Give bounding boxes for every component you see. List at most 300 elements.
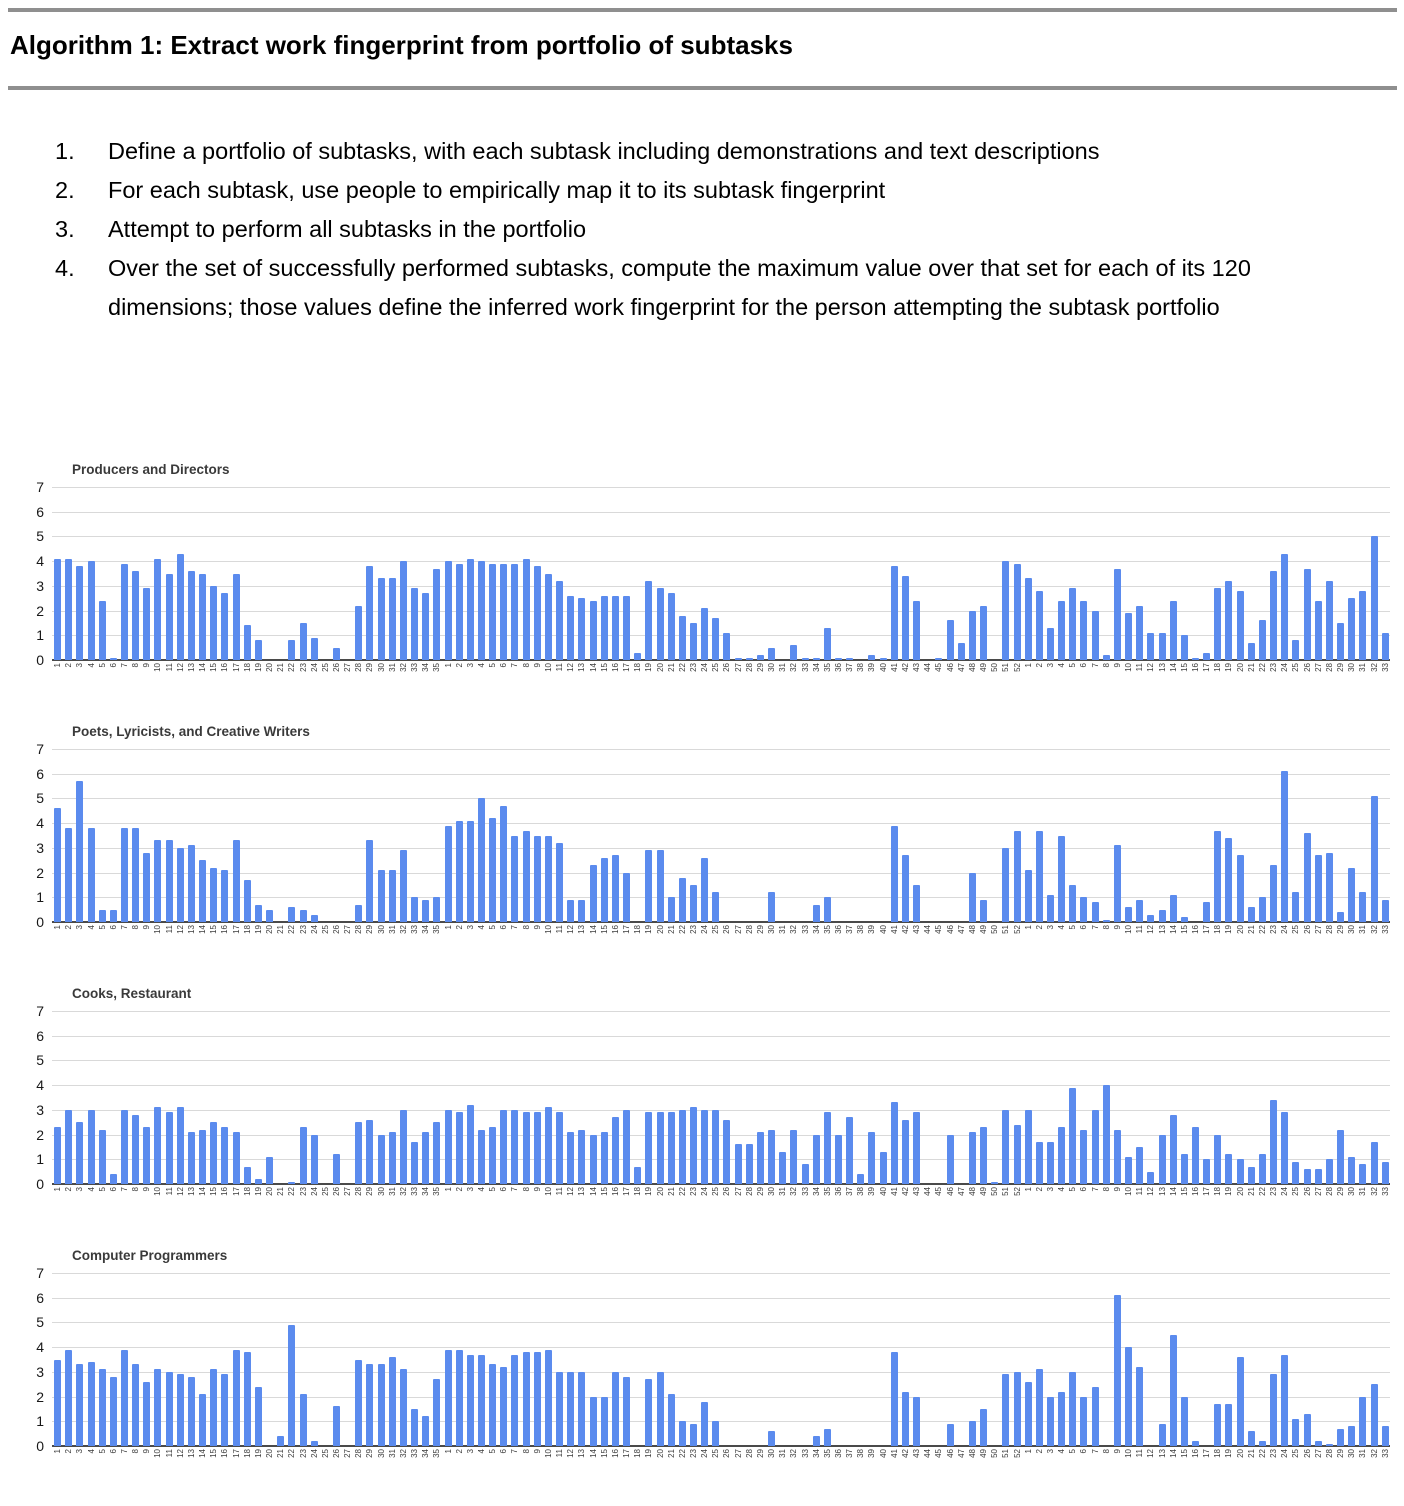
bar-slot (833, 487, 844, 660)
x-axis-label-slot (621, 1187, 632, 1223)
bar-slot (1134, 1273, 1145, 1446)
x-axis-label-slot (1045, 925, 1056, 961)
y-axis-tick-label: 3 (36, 839, 44, 856)
x-axis-tick-label: 29 (365, 1449, 375, 1458)
bar (511, 1355, 518, 1446)
bar-slot (710, 487, 721, 660)
x-axis-label-slot (1324, 925, 1335, 961)
x-axis-label-slot (799, 1187, 810, 1223)
x-axis-label-slot (1168, 663, 1179, 699)
bar-slot (699, 1273, 710, 1446)
x-axis-tick-label: 4 (86, 1449, 96, 1454)
bar (1136, 1367, 1143, 1446)
bar (288, 640, 295, 660)
bar (288, 907, 295, 922)
bar-slot (688, 487, 699, 660)
bar (177, 554, 184, 660)
bar-slot (208, 487, 219, 660)
bar (1036, 1369, 1043, 1446)
bar-slot (1357, 487, 1368, 660)
x-axis-label-slot (945, 663, 956, 699)
x-axis-tick-label: 11 (1135, 1449, 1145, 1458)
x-axis-label-slot (1056, 663, 1067, 699)
bar-slot (1324, 1011, 1335, 1184)
x-axis-tick-label: 2 (1034, 663, 1044, 668)
bar (478, 1355, 485, 1446)
bar (712, 892, 719, 922)
bar (456, 1112, 463, 1184)
bar (456, 1350, 463, 1446)
bar (969, 1421, 976, 1446)
x-axis-label-slot (130, 925, 141, 961)
bar-slot (1290, 749, 1301, 922)
x-axis-tick-label: 30 (376, 925, 386, 934)
bar-slot (1179, 487, 1190, 660)
x-axis-tick-label: 16 (1191, 1449, 1201, 1458)
x-axis-label-slot (1023, 663, 1034, 699)
x-axis-tick-label: 35 (822, 1187, 832, 1196)
x-axis-tick-label: 4 (86, 1187, 96, 1192)
bar-slot (1201, 1011, 1212, 1184)
bar (1103, 1085, 1110, 1184)
bar-slot (866, 749, 877, 922)
x-axis-tick-label: 24 (309, 1187, 319, 1196)
bar (824, 1429, 831, 1446)
bar-slot (353, 1011, 364, 1184)
y-axis-tick-label: 1 (36, 889, 44, 906)
bar (1382, 1162, 1389, 1184)
bar (824, 1112, 831, 1184)
x-axis-label-slot (1212, 1187, 1223, 1223)
x-axis-label-slot (431, 663, 442, 699)
x-axis-tick-label: 22 (1257, 1449, 1267, 1458)
bar-slot (688, 1011, 699, 1184)
chart-title: Producers and Directors (72, 462, 230, 477)
x-axis-label-slot (85, 925, 96, 961)
bar-slot (398, 749, 409, 922)
bar (1304, 833, 1311, 922)
bar-slot (777, 749, 788, 922)
x-axis-tick-label: 6 (108, 663, 118, 668)
bar (1315, 855, 1322, 922)
x-axis-label-slot (1346, 925, 1357, 961)
x-axis-tick-label: 28 (1324, 663, 1334, 672)
x-axis-tick-label: 13 (186, 1187, 196, 1196)
x-axis-tick-label: 40 (878, 1187, 888, 1196)
x-axis-label-slot (1134, 1187, 1145, 1223)
x-axis-tick-label: 33 (410, 1187, 420, 1196)
bar-slot (1279, 749, 1290, 922)
bar (233, 840, 240, 922)
x-axis-tick-label: 21 (276, 663, 286, 672)
bar (389, 1132, 396, 1184)
bar (735, 658, 742, 660)
x-axis-tick-label: 11 (1135, 1187, 1145, 1196)
x-axis-tick-label: 25 (1291, 1187, 1301, 1196)
x-axis-label-slot (878, 1187, 889, 1223)
x-axis-tick-label: 29 (365, 925, 375, 934)
bar (1092, 611, 1099, 660)
bar-slot (1190, 1011, 1201, 1184)
x-axis-tick-label: 16 (1191, 925, 1201, 934)
x-axis-label-slot (442, 663, 453, 699)
bar-slot (1000, 749, 1011, 922)
bar-slot (721, 1011, 732, 1184)
x-axis-tick-label: 4 (86, 925, 96, 930)
x-axis-label-slot (945, 925, 956, 961)
bar-slot (119, 1273, 130, 1446)
bar-slot (1056, 1011, 1067, 1184)
bar-slot (1123, 1273, 1134, 1446)
x-axis-tick-label: 3 (75, 1187, 85, 1192)
bar (980, 606, 987, 660)
bar (1092, 902, 1099, 922)
bar-slot (242, 487, 253, 660)
x-axis-tick-label: 20 (1235, 1449, 1245, 1458)
bar (1225, 581, 1232, 660)
x-axis-tick-label: 9 (142, 925, 152, 930)
bar (233, 574, 240, 661)
bar-slot (108, 487, 119, 660)
x-axis-tick-label: 15 (209, 1449, 219, 1458)
x-axis-label-slot (1246, 1187, 1257, 1223)
bar-slot (476, 1273, 487, 1446)
bar (166, 1372, 173, 1446)
x-axis-tick-label: 27 (1313, 663, 1323, 672)
x-axis-label-slot (320, 663, 331, 699)
x-axis-tick-label: 33 (800, 1187, 810, 1196)
x-axis-label-slot (733, 925, 744, 961)
x-axis-label-slot (286, 1187, 297, 1223)
x-axis-label-slot (833, 1187, 844, 1223)
bar-slot (74, 1011, 85, 1184)
bar-slot (543, 749, 554, 922)
x-axis-label-slot (1212, 925, 1223, 961)
x-axis-label-slot (755, 925, 766, 961)
bar (1203, 902, 1210, 922)
bar-slot (275, 1273, 286, 1446)
x-axis-label-slot (186, 663, 197, 699)
x-axis-tick-label: 43 (912, 925, 922, 934)
bar (612, 596, 619, 660)
bar-slot (1023, 749, 1034, 922)
x-axis-label-slot (521, 663, 532, 699)
bar (1371, 536, 1378, 660)
x-axis-tick-label: 33 (410, 925, 420, 934)
x-axis-tick-label: 3 (1045, 925, 1055, 930)
x-axis-tick-label: 3 (465, 925, 475, 930)
bar-slot (1101, 1011, 1112, 1184)
x-axis-tick-label: 27 (343, 663, 353, 672)
x-axis-tick-label: 18 (242, 1187, 252, 1196)
x-axis-label-slot (376, 925, 387, 961)
x-axis-label-slot (242, 663, 253, 699)
x-axis-label-slot (844, 1187, 855, 1223)
x-axis-label-slot (487, 1187, 498, 1223)
x-axis-tick-label: 9 (532, 663, 542, 668)
bar-slot (1056, 1273, 1067, 1446)
bar-slot (1201, 487, 1212, 660)
x-axis-tick-label: 29 (365, 1187, 375, 1196)
x-axis-tick-label: 9 (532, 1187, 542, 1192)
bar (813, 905, 820, 922)
bar-slot (1000, 1273, 1011, 1446)
bar (1337, 912, 1344, 922)
bar-slot (1290, 487, 1301, 660)
bar-slot (420, 487, 431, 660)
bar-slot (1212, 1011, 1223, 1184)
x-axis-label-slot (63, 925, 74, 961)
bar (400, 1110, 407, 1184)
bar-slot (1056, 487, 1067, 660)
bar-slot (1067, 1011, 1078, 1184)
bar (1259, 1441, 1266, 1446)
step-text: For each subtask, use people to empirically map it to its subtask fingerprint (108, 177, 886, 203)
bar (1025, 1110, 1032, 1184)
x-axis-label-slot (420, 1187, 431, 1223)
x-axis-tick-label: 13 (577, 925, 587, 934)
bar-slot (543, 1011, 554, 1184)
x-axis-tick-label: 6 (499, 925, 509, 930)
x-axis-tick-label: 28 (354, 1187, 364, 1196)
x-axis-label-slot (398, 925, 409, 961)
step-number: 1. (55, 138, 75, 164)
x-axis-tick-label: 16 (1191, 663, 1201, 672)
bar-slot (342, 1011, 353, 1184)
bar (456, 821, 463, 922)
x-axis-tick-label: 45 (934, 925, 944, 934)
x-axis-tick-label: 47 (956, 663, 966, 672)
x-axis-tick-label: 51 (1001, 925, 1011, 934)
x-axis-label-slot (565, 925, 576, 961)
x-axis-label-slot (130, 663, 141, 699)
x-axis-label-slot (1313, 925, 1324, 961)
x-axis-tick-label: 25 (320, 663, 330, 672)
x-axis-tick-label: 10 (153, 1449, 163, 1458)
x-axis-tick-label: 28 (1324, 1187, 1334, 1196)
bar-slot (1168, 1273, 1179, 1446)
bar (166, 840, 173, 922)
x-axis-tick-label: 6 (108, 925, 118, 930)
bar (545, 1350, 552, 1446)
x-axis-tick-label: 44 (923, 1449, 933, 1458)
x-axis-tick-label: 14 (1168, 663, 1178, 672)
bar-slot (264, 749, 275, 922)
bar-slot (576, 487, 587, 660)
chart-2 (0, 720, 1404, 982)
x-axis-labels (52, 1187, 1390, 1223)
x-axis-label-slot (1268, 925, 1279, 961)
bar (1080, 1130, 1087, 1184)
x-axis-tick-label: 30 (1347, 925, 1357, 934)
bar (1047, 1142, 1054, 1184)
bar-slot (1279, 1011, 1290, 1184)
x-axis-label-slot (1235, 1187, 1246, 1223)
bar (1348, 1426, 1355, 1446)
x-axis-tick-label: 40 (878, 925, 888, 934)
x-axis-label-slot (521, 1187, 532, 1223)
x-axis-label-slot (822, 925, 833, 961)
bar (757, 655, 764, 660)
bar-slot (164, 1011, 175, 1184)
bar-series (52, 749, 1390, 922)
bar-slot (1368, 1273, 1379, 1446)
bar (378, 1364, 385, 1446)
x-axis-label-slot (219, 925, 230, 961)
x-axis-label-slot (554, 1187, 565, 1223)
bar (1014, 564, 1021, 660)
bar (99, 1130, 106, 1184)
bar-slot (621, 1011, 632, 1184)
bar-slot (710, 1273, 721, 1446)
x-axis-tick-label: 3 (1045, 663, 1055, 668)
bar-slot (398, 1011, 409, 1184)
x-axis-tick-label: 6 (499, 663, 509, 668)
y-axis-tick-label: 2 (36, 602, 44, 619)
x-axis-label-slot (1246, 663, 1257, 699)
bar-slot (465, 749, 476, 922)
bar (1047, 1397, 1054, 1446)
x-axis-label-slot (632, 925, 643, 961)
bar (1214, 1135, 1221, 1184)
x-axis-tick-label: 2 (64, 663, 74, 668)
x-axis-label-slot (1235, 925, 1246, 961)
x-axis-label-slot (989, 925, 1000, 961)
bar-slot (1134, 487, 1145, 660)
x-axis-tick-label: 1 (443, 1187, 453, 1192)
bar (411, 588, 418, 660)
x-axis-label-slot (721, 663, 732, 699)
bar (567, 1132, 574, 1184)
x-axis-tick-label: 23 (298, 925, 308, 934)
x-axis-label-slot (989, 1187, 1000, 1223)
y-axis-tick-label: 6 (36, 1027, 44, 1044)
x-axis-tick-label: 5 (488, 663, 498, 668)
bar-slot (1235, 1273, 1246, 1446)
x-axis-tick-label: 52 (1012, 1187, 1022, 1196)
bar-slot (1380, 1011, 1391, 1184)
bar (735, 1144, 742, 1184)
x-axis-tick-label: 4 (1057, 1187, 1067, 1192)
x-axis-tick-label: 52 (1012, 663, 1022, 672)
bar-slot (264, 1011, 275, 1184)
bar-slot (52, 1273, 63, 1446)
x-axis-label-slot (1067, 663, 1078, 699)
x-axis-tick-label: 21 (1246, 1449, 1256, 1458)
x-axis-tick-label: 12 (566, 925, 576, 934)
bar-slot (1168, 1011, 1179, 1184)
x-axis-tick-label: 37 (845, 663, 855, 672)
x-axis-label-slot (654, 663, 665, 699)
x-axis-label-slot (1223, 663, 1234, 699)
x-axis-label-slot (476, 663, 487, 699)
x-axis-label-slot (398, 1187, 409, 1223)
x-axis-label-slot (376, 663, 387, 699)
bar-slot (275, 1011, 286, 1184)
x-axis-tick-label: 20 (655, 663, 665, 672)
bar (177, 1107, 184, 1184)
bar-slot (978, 749, 989, 922)
x-axis-tick-label: 25 (711, 663, 721, 672)
x-axis-tick-label: 36 (834, 1449, 844, 1458)
bar-slot (1090, 749, 1101, 922)
bar (868, 655, 875, 660)
x-axis-label-slot (1235, 663, 1246, 699)
x-axis-tick-label: 1 (443, 663, 453, 668)
bar-slot (97, 1273, 108, 1446)
x-axis-label-slot (1011, 663, 1022, 699)
bar-slot (465, 1011, 476, 1184)
x-axis-tick-label: 17 (1202, 925, 1212, 934)
bar-slot (97, 749, 108, 922)
bar-slot (866, 1011, 877, 1184)
y-axis-tick-label: 4 (36, 1339, 44, 1356)
bar-slot (420, 749, 431, 922)
bar-slot (1302, 749, 1313, 922)
bar (1036, 831, 1043, 922)
algorithm-steps (55, 132, 1347, 327)
x-axis-tick-label: 14 (198, 663, 208, 672)
bar (366, 1120, 373, 1184)
x-axis-tick-label: 13 (186, 925, 196, 934)
x-axis-label-slot (387, 925, 398, 961)
bar-slot (565, 1273, 576, 1446)
bar (1292, 892, 1299, 922)
bar (1382, 900, 1389, 922)
x-axis-tick-label: 10 (1124, 1449, 1134, 1458)
bar-slot (1000, 1011, 1011, 1184)
bar (199, 574, 206, 661)
bar-slot (331, 1011, 342, 1184)
bar (846, 658, 853, 660)
bar (991, 1182, 998, 1184)
bar-slot (788, 749, 799, 922)
chart-title: Cooks, Restaurant (72, 986, 192, 1001)
bar (1103, 655, 1110, 660)
bar-slot (766, 749, 777, 922)
x-axis-label-slot (309, 925, 320, 961)
bar (969, 611, 976, 660)
x-axis-tick-label: 11 (555, 1449, 565, 1458)
bar-slot (788, 1273, 799, 1446)
bar (366, 566, 373, 660)
x-axis-tick-label: 30 (1347, 1187, 1357, 1196)
bar-slot (175, 749, 186, 922)
bar (54, 808, 61, 922)
bar-slot (152, 487, 163, 660)
bar-slot (242, 749, 253, 922)
bar-slot (152, 1011, 163, 1184)
bar-slot (565, 749, 576, 922)
x-axis-label-slot (219, 663, 230, 699)
bar-slot (1090, 487, 1101, 660)
x-axis-label-slot (543, 925, 554, 961)
x-axis-tick-label: 19 (1224, 1449, 1234, 1458)
x-axis-label-slot (364, 925, 375, 961)
x-axis-label-slot (710, 663, 721, 699)
bar-slot (409, 1273, 420, 1446)
bar-slot (677, 1273, 688, 1446)
bar (902, 1392, 909, 1446)
bar-slot (521, 1011, 532, 1184)
x-axis-label-slot (353, 1187, 364, 1223)
bar (422, 593, 429, 660)
x-axis-tick-label: 5 (1068, 663, 1078, 668)
x-axis-label-slot (811, 1187, 822, 1223)
x-axis-label-slot (1023, 1187, 1034, 1223)
bar-slot (1056, 749, 1067, 922)
x-axis-label-slot (1313, 663, 1324, 699)
